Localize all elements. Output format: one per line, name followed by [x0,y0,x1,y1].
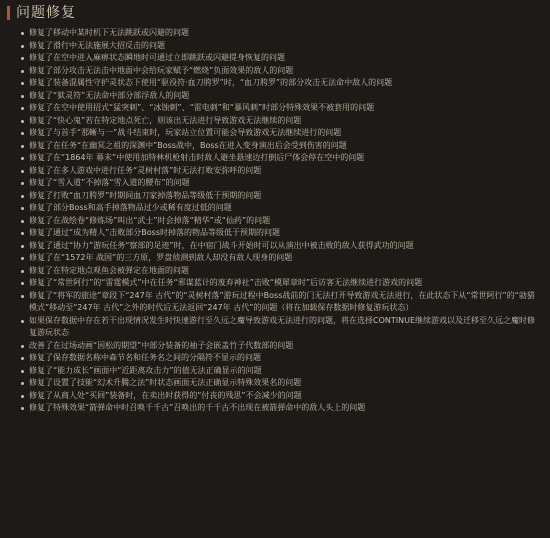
list-item [20,352,542,365]
list-item [20,390,542,403]
section-header [0,0,550,26]
list-item [20,165,542,178]
bullet-icon [21,357,24,360]
list-item [20,265,542,278]
list-item [20,277,542,290]
bullet-icon [21,320,24,323]
list-item-text: 修复了在空中进入麻痹状态瞬地时可通过立即跳跃或闪避提身恢复的问题 [29,53,285,62]
bullet-icon [21,170,24,173]
bullet-icon [21,232,24,235]
bullet-icon [21,107,24,110]
list-item-text: 修复了在特定地点观鱼会被弹定在地面的问题 [29,265,189,275]
list-item-text: 修复了特殊效果“箭弹命中时召唤千千古”召唤出的千千古不出现在被箭弹命中的敌人头上的问题 [29,403,366,412]
bullet-icon [21,95,24,98]
list-item-text: 修复了与首手“那蜥与一”战斗结束时，玩家站立位置可能会导致游戏无法继续进行的问题 [29,128,342,137]
list-item-text: 修复了滑行中无法施展大招反击的问题 [29,40,165,50]
list-item [20,90,542,103]
bullet-icon [21,82,24,85]
list-item [20,402,542,415]
list-item-text: 修复了在战绘卷“修炼场”叫出“武士”时会掉落“精华”或“仙药”的问题 [29,215,271,225]
list-item [20,227,542,240]
list-item-text: 如果保存数据中存在若干出现情况发生时快速游行至久远之魔导致游戏无法进行的问题，将在选择CONTINUE继续游戏以及迁移至久远之魔时修复游玩状态 [29,315,536,337]
list-item-text: 修复了在任务“在幽冥之祖的深渊中”Boss战中，Boss在进入变身演出后会受到伤害的问题 [29,140,347,150]
list-item [20,290,542,315]
list-item [20,215,542,228]
list-item [20,340,542,353]
list-item-text: 修复了部分Boss和高手掉落物品过少或稀有度过低的问题 [29,203,232,212]
bullet-icon [21,295,24,298]
list-item [20,202,542,215]
list-item-text: 修复了“雪入道”不掉落“雪入道的腰布”的问题 [29,178,190,187]
header-accent-bar [7,6,10,20]
bullet-icon [21,395,24,398]
bullet-icon [21,382,24,385]
list-item-text: 修复了在多人游戏中进行任务“灵树村落”时无法打败安弥呼的问题 [29,165,262,175]
list-item-text: 修复了通过“协力”游玩任务“察部的足迹”时，在中宿门战斗开始时可以从演出中被击败的敌人获得武功的问题 [29,240,414,250]
list-item-text: 修复了“将军的旅途”章段下“247年 古代”的“灵树村落”游玩过程中Boss战前的门无法打开导致游戏无法进行，在此状态下从“常世阿行”的“勍猎模式”移动至“247年 古代”之外的时代后无法返回“247年 古代”的问题（将在加载保存数据时修复游玩状态） [29,290,535,312]
list-item [20,240,542,253]
list-item-text: 修复了在“1572年 战国”的三方原，罗盘侦测到敌人却没有敌人现身的问题 [29,253,293,262]
bullet-icon [21,220,24,223]
list-item-text: 修复了“常世阿行”的“雷霆模式”中在任务“邪谋蓝计的废弃神社”击败“模犀章时”后访客无法继续进行游戏的问题 [29,278,423,287]
list-item [20,77,542,90]
list-item [20,127,542,140]
bullet-icon [21,282,24,285]
bullet-icon [21,120,24,123]
list-item [20,27,542,40]
list-item-text: 修复了从商人处“买回”装备时，在卖出时获得的“付丧的残思”不会减少的问题 [29,390,302,400]
bullet-icon [21,70,24,73]
list-item [20,315,542,340]
list-item-text: 修复了“能力成长”画面中“近距离攻击力”的值无法正确显示的问题 [29,365,262,375]
list-item [20,177,542,190]
bullet-icon [21,345,24,348]
bullet-icon [21,132,24,135]
bullet-icon [21,45,24,48]
list-item [20,65,542,78]
bullet-icon [21,57,24,60]
list-item-text: 改善了在过场动画“因松的期望”中部分装备的袖子会嵌盖竹子代数部的问题 [29,340,294,350]
bullet-icon [21,145,24,148]
list-item-text: 修复了部分攻击无法击中地面中会给玩家赋予“燃烧”负面效果的敌人的问题 [29,65,294,75]
list-item-text: 修复了“快心鬼”若在特定地点死亡，则该出无法进行导致游戏无法继续的问题 [29,115,302,125]
list-item [20,102,542,115]
list-item-text: 修复了装备混属性守护灵状态下使用“驱役符·血刀胯罗”时，“血刀胯罗”的部分攻击无法命中敌人的问题 [29,78,393,87]
list-item [20,190,542,203]
list-item [20,377,542,390]
list-item [20,40,542,53]
bullet-icon [21,32,24,35]
list-item [20,252,542,265]
list-item-text: 修复了“狱灵符”无法命中部分部浮敌人的问题 [29,90,190,100]
list-item-text: 修复了保存数据名称中森节名和任务名之间的分隔符不显示的问题 [29,353,261,362]
bullet-icon [21,157,24,160]
fix-list [20,27,542,415]
list-item-text: 修复了在空中使用招式“猛突刺”、“冰蚀刺”、“雷电刺”和“暴风刺”时部分特殊效果不被套用的问题 [29,103,375,112]
list-item [20,115,542,128]
bullet-icon [21,407,24,410]
bullet-icon [21,245,24,248]
bullet-icon [21,270,24,273]
bullet-icon [21,207,24,210]
bullet-icon [21,370,24,373]
list-item-text: 修复了通过“成为精人”击败部分Boss时掉落的物品等级低于预期的问题 [29,228,281,237]
list-item-text: 修复了移动中某时机下无法跳跃或闪避的问题 [29,28,189,37]
bullet-icon [21,195,24,198]
list-item [20,52,542,65]
list-item-text: 修复了在“1864年 幕末”中使用加特林机枪射击时敌人避坐悬速边打倒后尸体会停在空中的问题 [29,153,365,162]
list-item [20,140,542,153]
list-item-text: 修复了设置了技能“幻术升腾之法”时状态画面无法正确显示特殊效果名的问题 [29,378,302,387]
page-title: 问题修复 [16,5,76,21]
bullet-icon [21,257,24,260]
list-item-text: 修复了打败“血刀胯罗”时期间血刀家掉落物品等级低于预期的问题 [29,190,262,200]
list-item [20,152,542,165]
bullet-icon [21,182,24,185]
list-item [20,365,542,378]
